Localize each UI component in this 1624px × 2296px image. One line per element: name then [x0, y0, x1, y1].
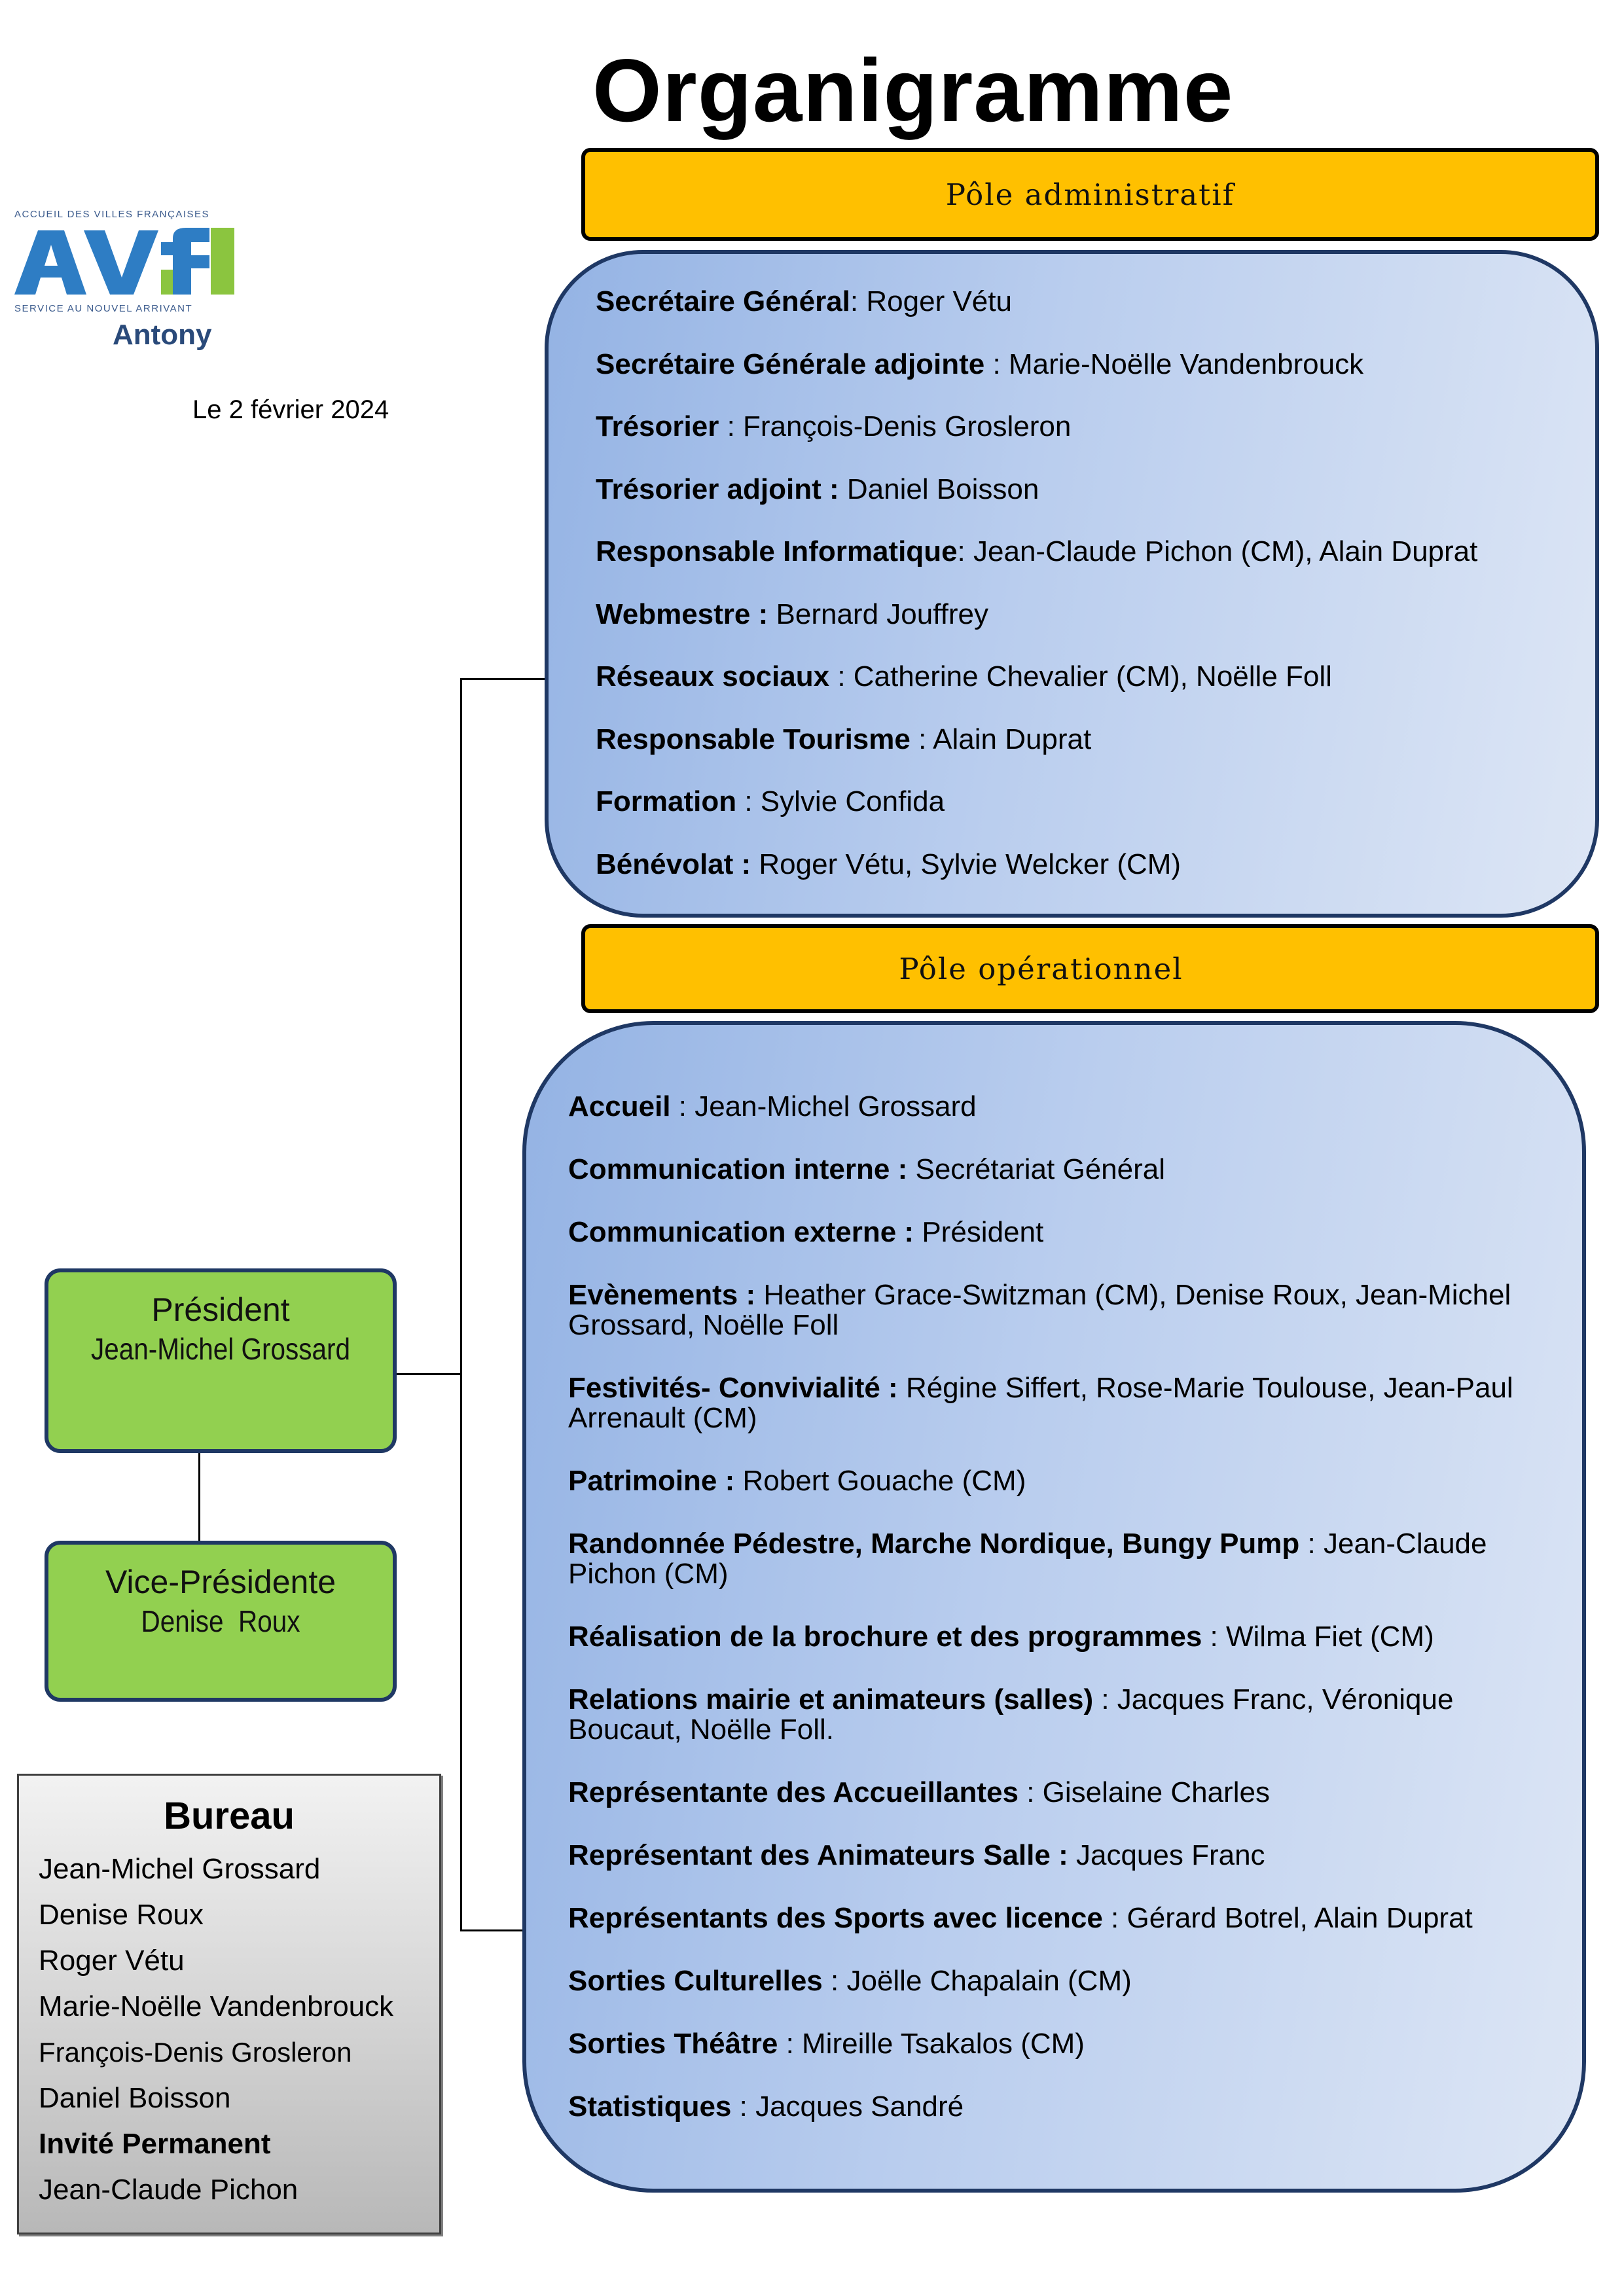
pole-entry-people: Jacques Sandré [755, 2090, 964, 2123]
pole-entry-role: Trésorier [596, 410, 719, 442]
pole-entry-role: Sorties Théâtre [568, 2028, 778, 2060]
pole-entry-role: Randonnée Pédestre, Marche Nordique, Bungy Pump [568, 1528, 1300, 1560]
pole-entry-role: Représentants des Sports avec licence [568, 1902, 1103, 1934]
pole-entry [568, 2092, 1537, 2122]
pole-entry-separator: : [670, 1090, 695, 1122]
pole-entry-people: Roger Vétu, Sylvie Welcker (CM) [759, 848, 1182, 880]
pole-entry-role: Représentante des Accueillantes [568, 1776, 1019, 1808]
pole-entry-people: Secrétariat Général [915, 1153, 1166, 1185]
pole-entry-separator: : [910, 723, 933, 755]
pole-entry-separator: : [1093, 1683, 1117, 1715]
president-box [45, 1268, 397, 1453]
bureau-title: Bureau [164, 1795, 295, 1837]
pole-entry-separator [768, 598, 776, 630]
pole-entry-role: Sorties Culturelles [568, 1965, 823, 1997]
pole-entry [568, 2029, 1537, 2059]
pole-entry [568, 1903, 1537, 1933]
pole-entry-role: Festivités- Convivialité : [568, 1372, 898, 1404]
pole-entry-people: Jean-Michel Grossard [695, 1090, 977, 1122]
connector-president-vp [198, 1452, 200, 1542]
pole-entry-people: François-Denis Grosleron [743, 410, 1072, 442]
pole-entry-separator: : [719, 410, 744, 442]
connector-to-admin [460, 678, 547, 680]
pole-entry [568, 1217, 1537, 1247]
pole-entry-role: Patrimoine : [568, 1465, 735, 1497]
pole-entry [568, 1092, 1537, 1122]
pole-entry [596, 412, 1071, 442]
pole-entry [568, 1840, 1537, 1871]
pole-entry [568, 1778, 1537, 1808]
bureau-guest-label: Invité Permanent [39, 2128, 271, 2160]
president-role: Président [151, 1291, 290, 1328]
pole-entry-role: Responsable Informatique [596, 535, 958, 567]
vice-president-name: Denise Roux [141, 1604, 300, 1638]
pole-entry-people: Giselaine Charles [1042, 1776, 1270, 1808]
pole-entry-people: Gérard Botrel, Alain Duprat [1127, 1902, 1473, 1934]
pole-entry-role: Secrétaire Général [596, 285, 850, 317]
pole-entry-separator: : [850, 285, 867, 317]
pole-entry-people: Jacques Franc, Véronique Boucaut, Noëlle Foll. [568, 1683, 1454, 1746]
pole-entry [568, 1622, 1537, 1652]
pole-entry-separator [734, 1465, 742, 1497]
pole-admin-header [581, 148, 1599, 241]
pole-entry-people: Jean-Claude Pichon (CM) [568, 1528, 1487, 1590]
logo-bottom-text: SERVICE AU NOUVEL ARRIVANT [14, 303, 193, 314]
pole-op-header [581, 924, 1599, 1013]
pole-entry [596, 850, 1181, 880]
pole-entry-separator [755, 1279, 763, 1311]
bureau-member: Daniel Boisson [39, 2082, 231, 2114]
connector-to-op [460, 1929, 524, 1931]
pole-entry [596, 725, 1091, 755]
pole-entry-people: Sylvie Confida [760, 785, 945, 817]
logo-city: Antony [113, 319, 212, 351]
vice-president-role: Vice-Présidente [105, 1564, 336, 1600]
pole-entry-people: Wilma Fiet (CM) [1226, 1621, 1434, 1653]
bureau-member: Denise Roux [39, 1899, 204, 1931]
bureau-guest: Jean-Claude Pichon [39, 2174, 298, 2206]
avf-logo-icon [13, 204, 236, 352]
pole-entry-separator: : [1018, 1776, 1043, 1808]
pole-entry-separator: : [736, 785, 761, 817]
pole-entry-role: Relations mairie et animateurs (salles) [568, 1683, 1094, 1715]
pole-entry-role: Communication interne : [568, 1153, 908, 1185]
pole-entry-people: Alain Duprat [933, 723, 1092, 755]
pole-entry [596, 662, 1332, 692]
pole-entry-separator: : [1202, 1621, 1226, 1653]
connector-to-president [395, 1373, 462, 1375]
pole-entry-separator: : [731, 2090, 756, 2123]
pole-entry-separator: : [984, 348, 1009, 380]
pole-entry-people: Marie-Noëlle Vandenbrouck [1008, 348, 1364, 380]
pole-entry-role: Evènements : [568, 1279, 756, 1311]
bureau-member: François-Denis Grosleron [39, 2037, 352, 2068]
pole-entry-separator: : [829, 660, 854, 692]
pole-entry-role: Formation [596, 785, 737, 817]
pole-entry-people: Régine Siffert, Rose-Marie Toulouse, Jean-Paul Arrenault (CM) [568, 1372, 1513, 1434]
pole-entry [568, 1373, 1537, 1433]
pole-entry-separator: : [822, 1965, 847, 1997]
pole-entry-role: Réalisation de la brochure et des programmes [568, 1621, 1202, 1653]
pole-entry-separator [898, 1372, 906, 1404]
pole-entry-people: Mireille Tsakalos (CM) [802, 2028, 1085, 2060]
pole-entry-role: Responsable Tourisme [596, 723, 911, 755]
pole-entry-role: Statistiques [568, 2090, 732, 2123]
pole-entry-role: Webmestre : [596, 598, 768, 630]
logo-top-text: ACCUEIL DES VILLES FRANÇAISES [14, 209, 210, 220]
pole-entry-separator [839, 473, 847, 505]
pole-entry [596, 350, 1363, 380]
pole-admin-box [545, 250, 1599, 918]
pole-entry-role: Trésorier adjoint : [596, 473, 839, 505]
pole-entry [568, 1280, 1537, 1340]
pole-entry-people: Bernard Jouffrey [776, 598, 988, 630]
pole-entry-separator [914, 1216, 922, 1248]
pole-entry-people: Daniel Boisson [846, 473, 1039, 505]
pole-entry-separator: : [1102, 1902, 1127, 1934]
pole-entry-people: Jean-Claude Pichon (CM), Alain Duprat [973, 535, 1478, 567]
bureau-member: Roger Vétu [39, 1945, 185, 1977]
pole-entry [568, 1966, 1537, 1996]
pole-entry-role: Secrétaire Générale adjointe [596, 348, 985, 380]
pole-entry-role: Représentant des Animateurs Salle : [568, 1839, 1068, 1871]
pole-entry [596, 787, 945, 817]
pole-entry-separator [751, 848, 759, 880]
pole-entry-people: Roger Vétu [866, 285, 1012, 317]
bureau-member: Jean-Michel Grossard [39, 1853, 321, 1885]
vice-president-box [45, 1541, 397, 1702]
pole-entry-role: Bénévolat : [596, 848, 751, 880]
pole-entry-separator [907, 1153, 915, 1185]
pole-entry-role: Accueil [568, 1090, 671, 1122]
pole-entry [568, 1466, 1537, 1496]
pole-entry-people: Heather Grace-Switzman (CM), Denise Roux, Jean-Michel Grossard, Noëlle Foll [568, 1279, 1511, 1341]
pole-entry-role: Réseaux sociaux [596, 660, 830, 692]
president-name: Jean-Michel Grossard [91, 1332, 350, 1366]
avf-logo [13, 204, 236, 352]
page-title: Organigramme [592, 41, 1234, 140]
bureau-member: Marie-Noëlle Vandenbrouck [39, 1990, 394, 2022]
pole-entry-separator: : [957, 535, 973, 567]
date-text: Le 2 février 2024 [192, 395, 389, 424]
pole-entry [568, 1155, 1537, 1185]
pole-entry [596, 600, 988, 630]
pole-entry [596, 475, 1039, 505]
pole-entry-role: Communication externe : [568, 1216, 914, 1248]
pole-admin-header-label: Pôle administratif [945, 177, 1235, 212]
pole-entry [596, 287, 1012, 317]
connector-vertical-main [460, 678, 462, 1931]
pole-op-box [522, 1021, 1586, 2193]
pole-entry [568, 1529, 1537, 1589]
pole-entry-separator: : [1299, 1528, 1324, 1560]
pole-entry-people: Jacques Franc [1075, 1839, 1265, 1871]
pole-entry-separator: : [778, 2028, 803, 2060]
pole-op-header-label: Pôle opérationnel [899, 951, 1183, 986]
pole-entry-separator [1068, 1839, 1076, 1871]
pole-entry [596, 537, 1477, 567]
pole-entry-people: Joëlle Chapalain (CM) [846, 1965, 1132, 1997]
pole-entry [568, 1685, 1537, 1745]
pole-entry-people: Robert Gouache (CM) [742, 1465, 1026, 1497]
bureau-box [17, 1774, 441, 2234]
pole-entry-people: Président [922, 1216, 1044, 1248]
pole-entry-people: Catherine Chevalier (CM), Noëlle Foll [853, 660, 1332, 692]
